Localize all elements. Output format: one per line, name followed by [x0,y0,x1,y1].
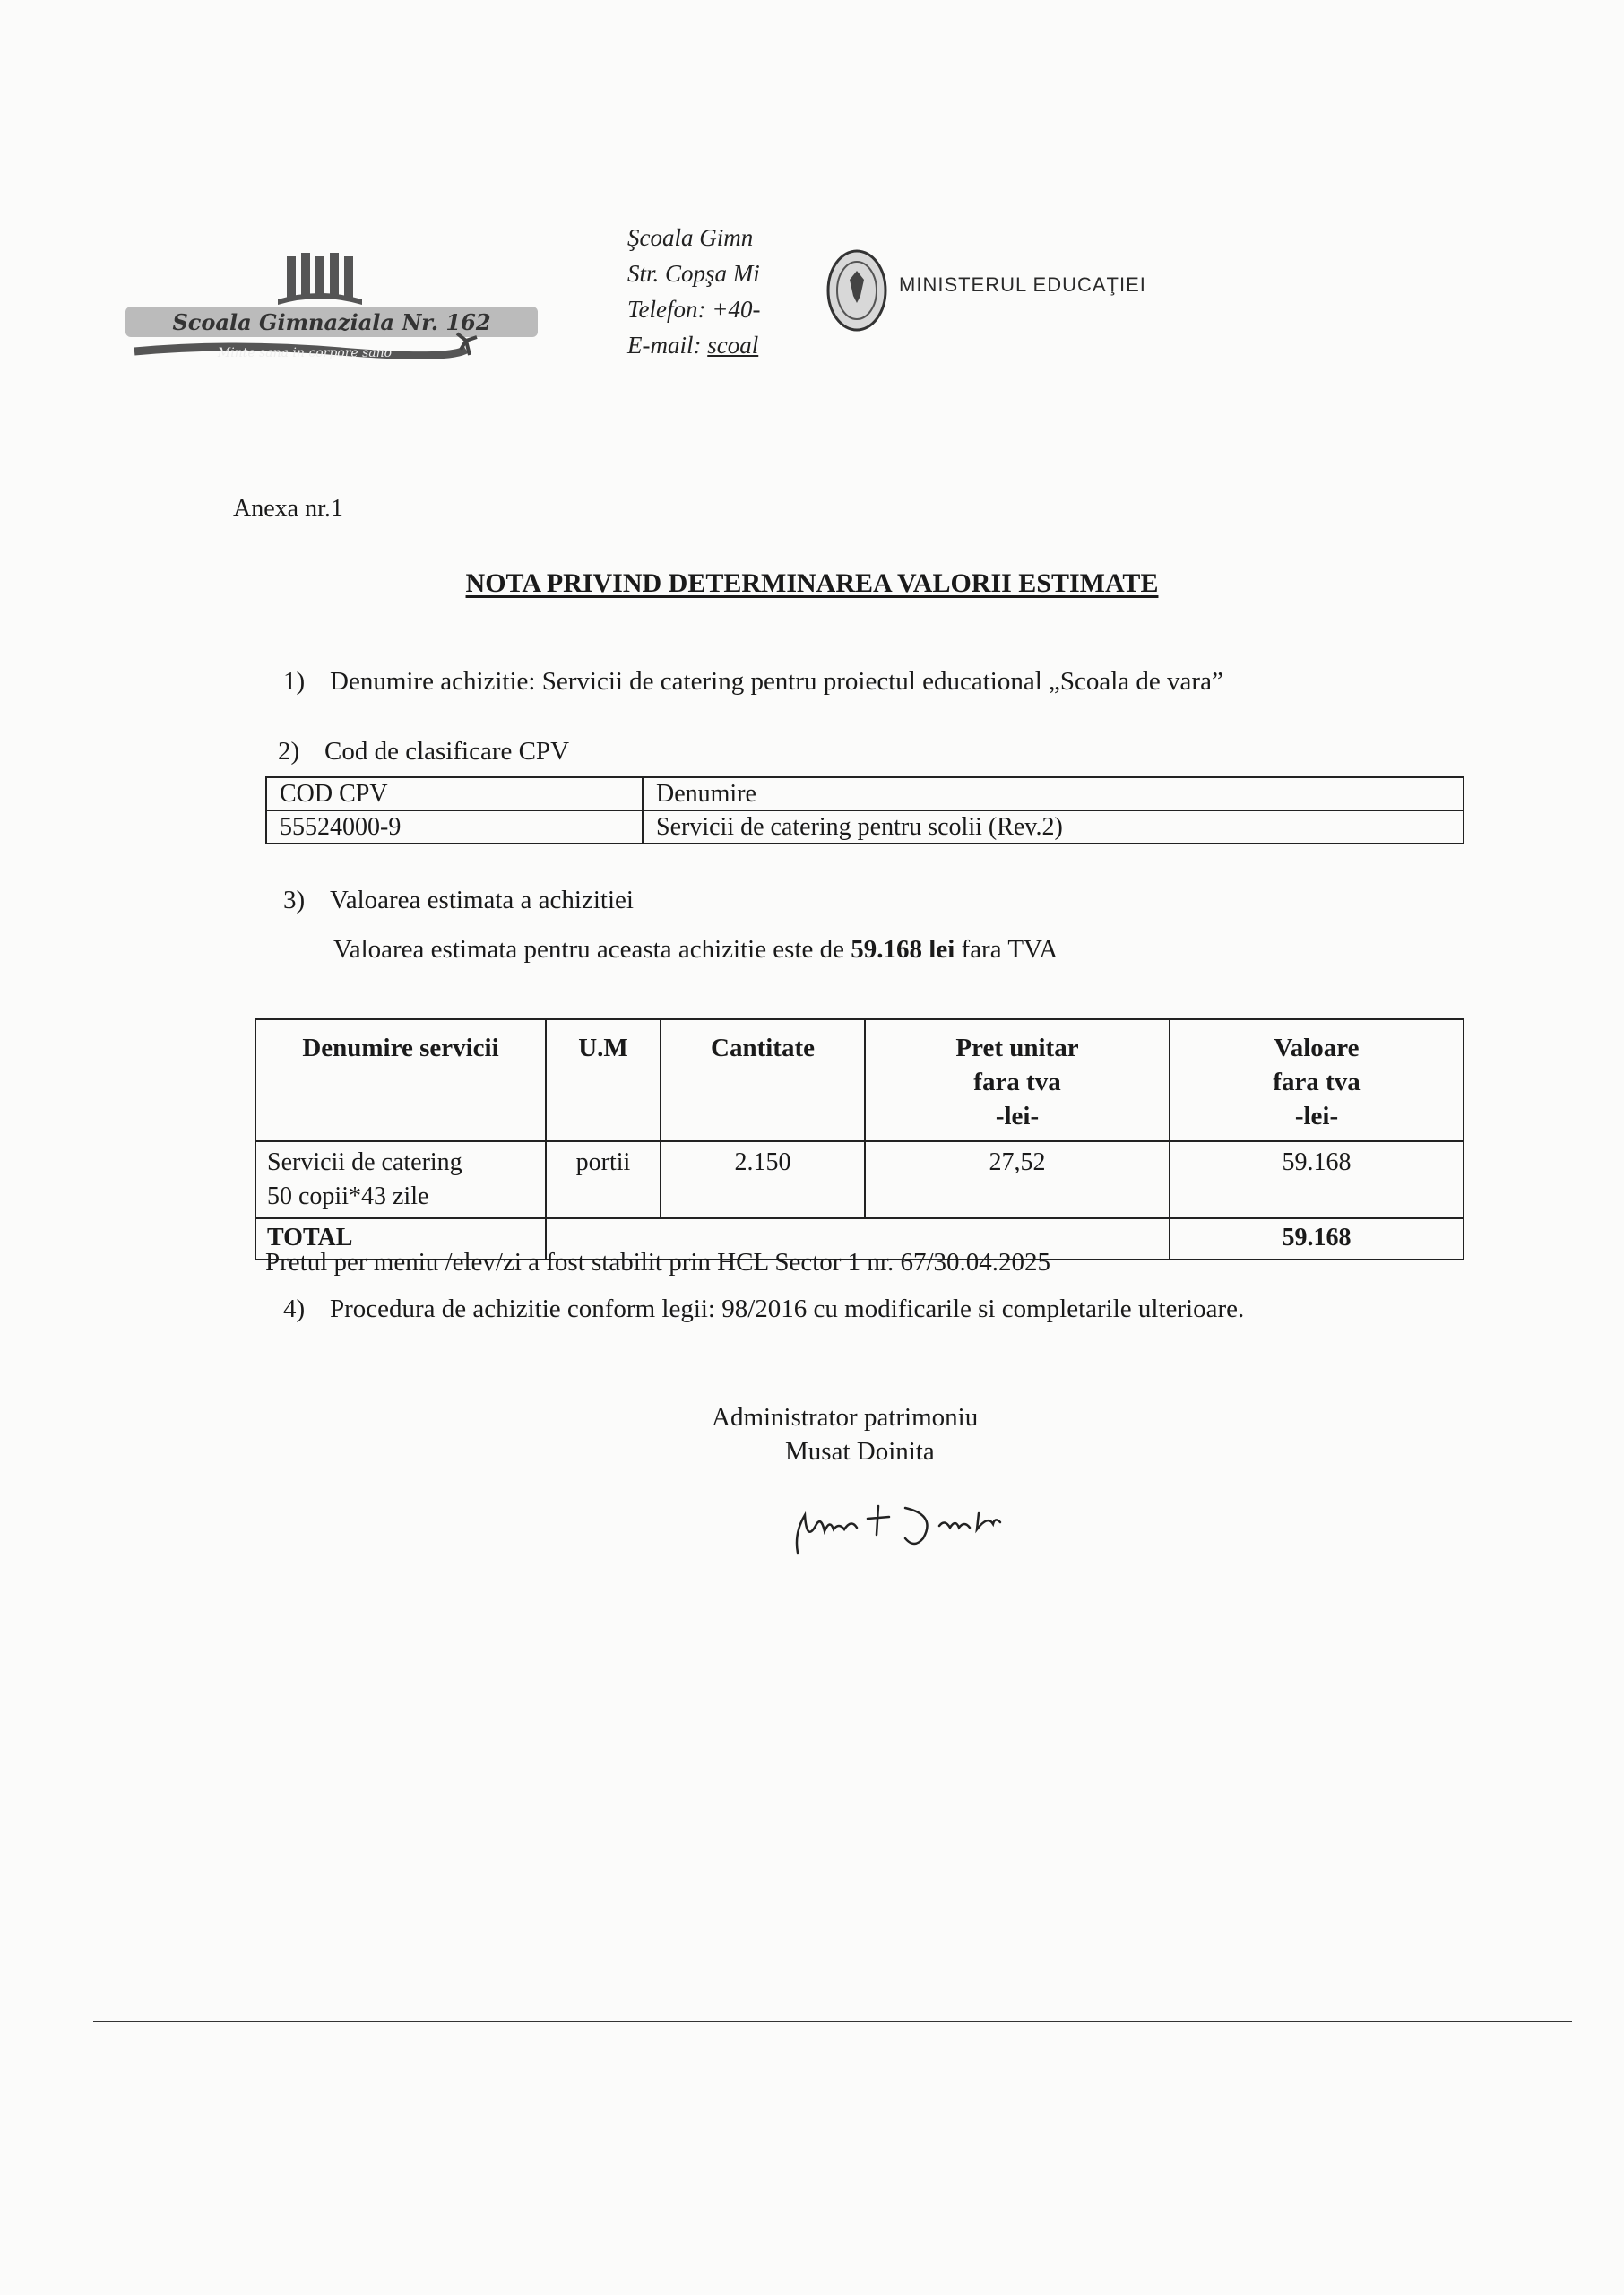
estimated-value-heading: Valoarea estimata a achizitiei [330,886,634,914]
cpv-table [265,776,1464,844]
service-cell: Servicii de catering 50 copii*43 zile [255,1141,546,1218]
school-logo [125,251,547,377]
ministry-name: MINISTERUL EDUCAŢIEI [899,273,1146,296]
handwritten-signature [780,1479,1058,1578]
footer-divider [93,2021,1572,2022]
school-email-link[interactable]: scoal [707,332,759,359]
signatory-role: Administrator patrimoniu [712,1403,979,1432]
table-row [266,810,1464,844]
cpv-description: Servicii de catering pentru scolii (Rev.2) [643,810,1464,844]
total-label: TOTAL [255,1218,546,1260]
school-address-line: Str. Copşa Mi [627,260,760,287]
cpv-code: 55524000-9 [266,810,643,844]
school-email-line: E-mail: scoal [627,332,759,359]
acquisition-name: Denumire achizitie: Servicii de catering pentru proiectul educational „Scoala de vara” [330,667,1223,696]
procedure-text: Procedura de achizitie conform legii: 98/2016 cu modificarile si completarile ulterioare. [330,1295,1245,1323]
school-name-line: Şcoala Gimn [627,224,754,251]
cpv-header-name: Denumire [643,777,1464,810]
logo-text: Scoala Gimnaziala Nr. 162 [172,309,491,335]
unit-price-cell: 27,52 [865,1141,1170,1218]
signatory-name: Musat Doinita [785,1437,935,1466]
hcl-note: Pretul per meniu /elev/zi a fost stabilit prin HCL Sector 1 nr. 67/30.04.2025 [265,1248,1051,1277]
cpv-header-code: COD CPV [266,777,643,810]
annex-label: Anexa nr.1 [233,495,343,523]
estimated-value-sentence: Valoarea estimata pentru aceasta achizitie este de 59.168 lei fara TVA [333,935,1058,964]
col-header-unit-price: Pret unitar fara tva -lei- [865,1019,1170,1141]
section-3: 3) Valoarea estimata a achizitiei [283,886,634,914]
col-header-um: U.M [546,1019,661,1141]
quantity-cell: 2.150 [661,1141,865,1218]
cpv-heading: Cod de clasificare CPV [324,737,570,766]
section-4: 4) Procedura de achizitie conform legii: 98/2016 cu modificarile si completarile ulterioare. [283,1295,1245,1323]
estimated-value-amount: 59.168 lei [851,935,955,964]
table-row [255,1141,1464,1218]
col-header-quantity: Cantitate [661,1019,865,1141]
col-header-value: Valoare fara tva -lei- [1170,1019,1464,1141]
school-phone-line: Telefon: +40- [627,296,761,323]
total-value: 59.168 [1170,1218,1464,1260]
um-cell: portii [546,1141,661,1218]
school-contact-block [627,220,760,363]
logo-motto: Minte sana in corpore sano [217,346,393,360]
value-cell: 59.168 [1170,1141,1464,1218]
table-header-row [255,1019,1464,1141]
section-2: 2) Cod de clasificare CPV [278,737,570,766]
document-title: NOTA PRIVIND DETERMINAREA VALORII ESTIMATE [465,568,1159,598]
table-row [266,777,1464,810]
col-header-service: Denumire servicii [255,1019,546,1141]
government-seal-icon [826,249,887,332]
section-1: 1) Denumire achizitie: Servicii de catering pentru proiectul educational „Scoala de vara” [283,667,1223,696]
estimate-table [255,1018,1464,1260]
